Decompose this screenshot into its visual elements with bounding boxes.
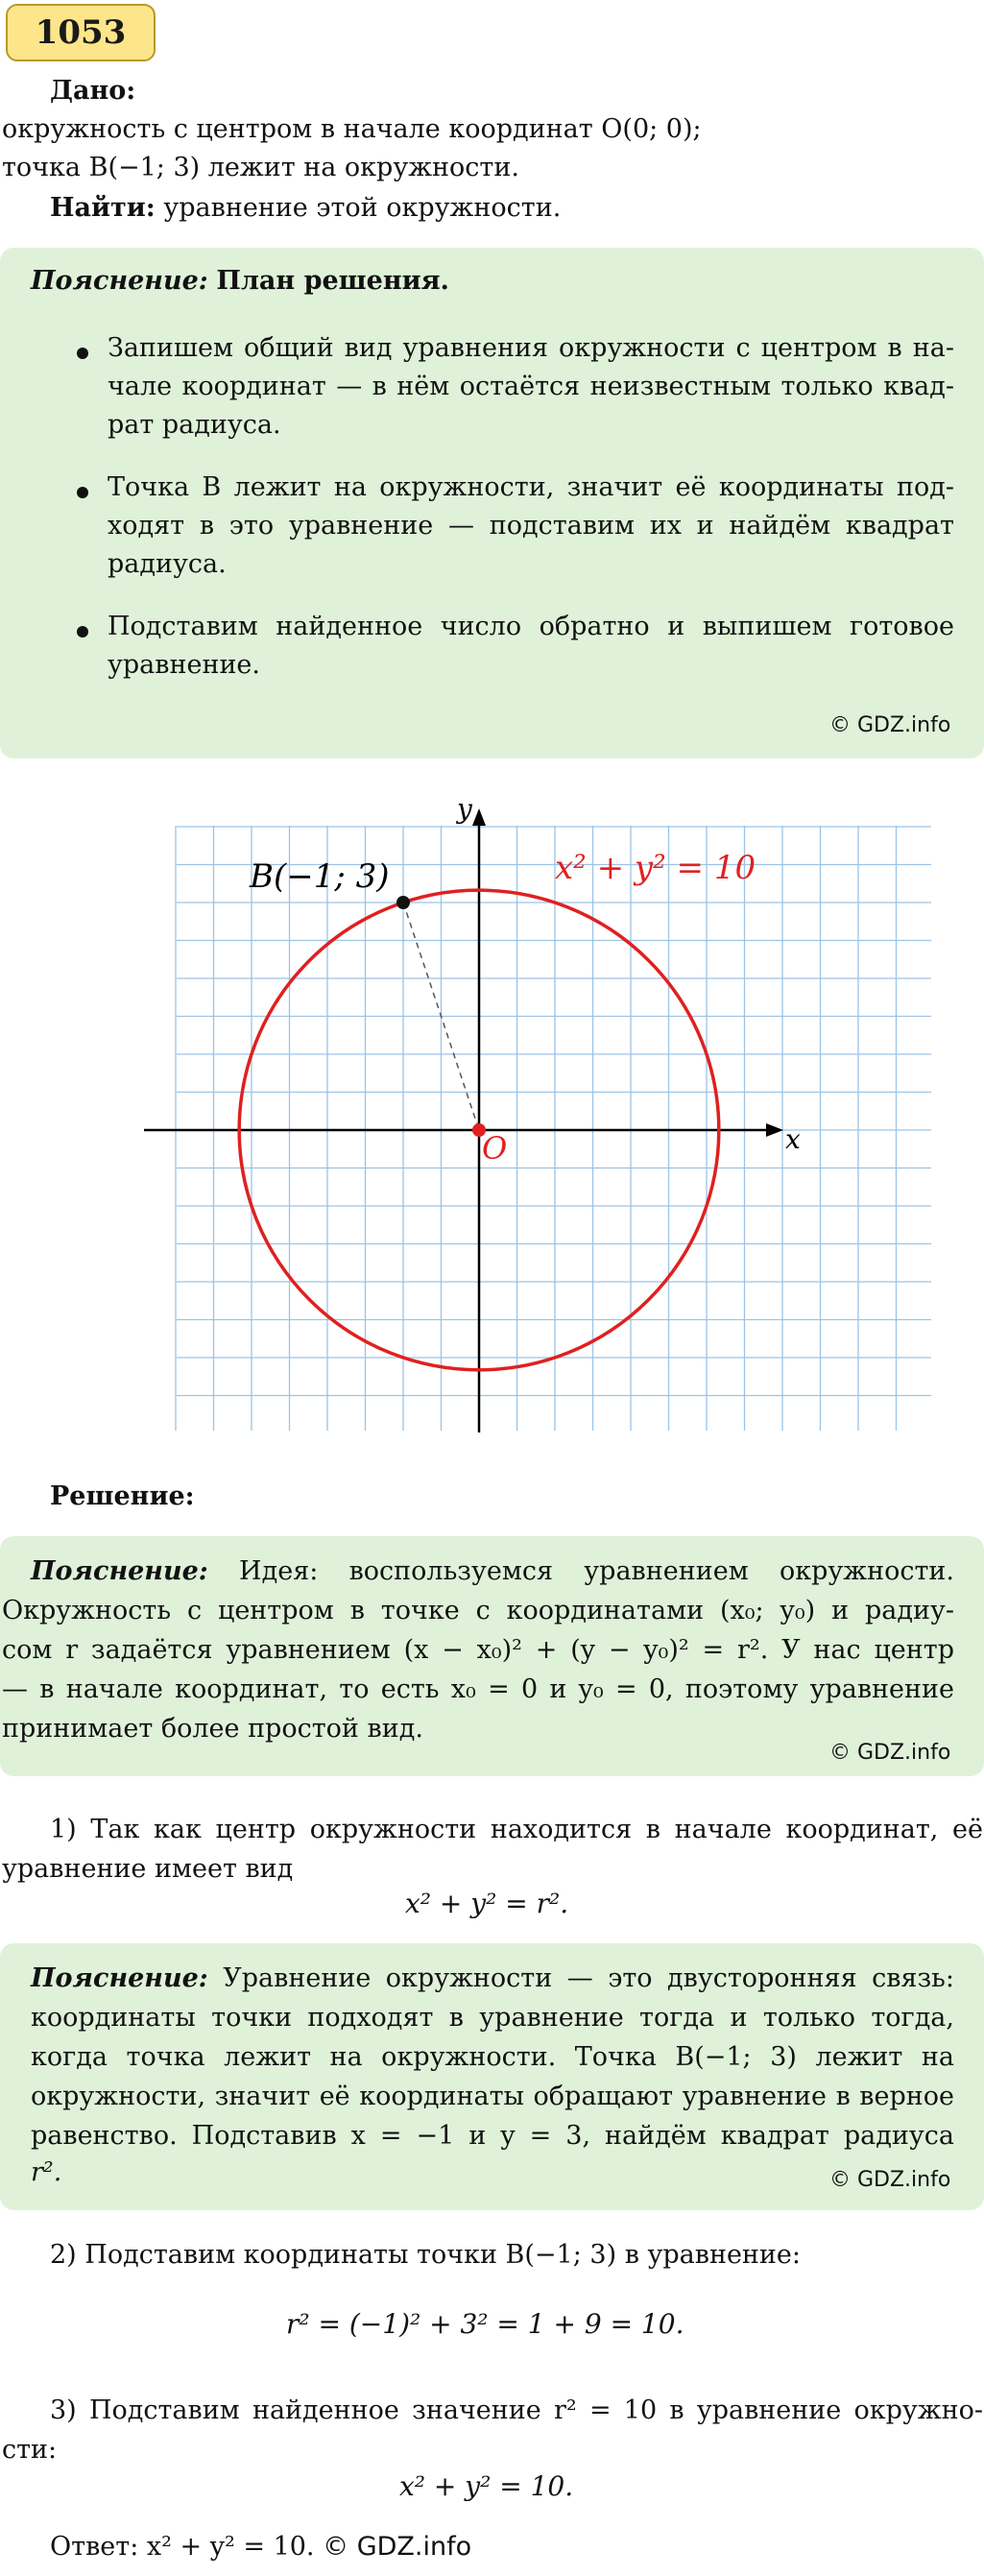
bullet-dot <box>77 348 88 359</box>
equation-label: x² + y² = 10 <box>555 849 756 887</box>
step2-formula: r² = (−1)² + 3² = 1 + 9 = 10. <box>286 2308 684 2340</box>
expl1-line-2: Окружность с центром в точке с координатами (x₀; y₀) и радиу- <box>2 1596 954 1625</box>
expl2-line-3: когда точка лежит на окружности. Точка B(−1; 3) лежит на <box>31 2042 954 2072</box>
expl1-label: Пояснение: <box>31 1556 208 1586</box>
step3-formula: x² + y² = 10. <box>399 2470 574 2502</box>
point-b <box>396 896 410 909</box>
bullet-dot <box>77 626 88 638</box>
plan-bullet-1-line-3: рат радиуса. <box>108 410 281 440</box>
step3-line-1: 3) Подставим найденное значение r² = 10 в уравнение окружно- <box>50 2395 983 2425</box>
y-axis-arrow <box>472 808 486 826</box>
origin-label: O <box>482 1130 508 1167</box>
plan-bullet-3-line-1: Подставим найденное число обратно и выпишем готовое <box>108 612 954 641</box>
plan-label: Пояснение: <box>31 266 208 296</box>
x-axis-label: x <box>785 1123 801 1155</box>
expl2-text-1: Уравнение окружности — это двусторонняя связь: <box>223 1963 954 1993</box>
expl2-copyright: © GDZ.info <box>829 2168 951 2192</box>
given-line-1: окружность с центром в начале координат O(0; 0); <box>2 114 702 144</box>
plan-title: План решения. <box>216 266 449 296</box>
grid <box>176 826 931 1431</box>
plan-bullet-2-line-1: Точка B лежит на окружности, значит её координаты под- <box>108 472 954 502</box>
given-line-2: точка B(−1; 3) лежит на окружности. <box>2 153 519 182</box>
answer-copyright: © GDZ.info <box>323 2532 472 2562</box>
step1-formula: x² + y² = r². <box>405 1888 569 1919</box>
x-axis-arrow <box>766 1123 783 1137</box>
y-axis-label: y <box>457 793 472 825</box>
answer-line <box>50 2527 471 2567</box>
expl2-line-4: окружности, значит её координаты обращают уравнение в верное <box>31 2082 954 2111</box>
solution-heading: Решение: <box>50 1481 195 1511</box>
expl1-line-4: — в начале координат, то есть x₀ = 0 и y₀ = 0, поэтому уравнение <box>2 1674 954 1704</box>
expl1-line-1 <box>31 1552 954 1592</box>
find-line <box>50 188 561 229</box>
plan-copyright: © GDZ.info <box>829 713 951 737</box>
expl2-line-1 <box>31 1959 954 1999</box>
plan-bullet-3-line-2: уравнение. <box>108 650 260 680</box>
expl2-line-5: равенство. Подставив x = −1 и y = 3, найдём квадрат радиуса <box>31 2121 954 2151</box>
find-heading: Найти: <box>50 193 156 223</box>
point-label: B(−1; 3) <box>250 857 390 896</box>
plan-bullet-1-line-1: Запишем общий вид уравнения окружности с центром в на- <box>108 333 954 363</box>
plan-bullet-2-line-3: радиуса. <box>108 549 227 579</box>
circle-graph <box>0 787 984 1440</box>
expl1-copyright: © GDZ.info <box>829 1741 951 1765</box>
step1-line-1: 1) Так как центр окружности находится в начале координат, её <box>50 1815 983 1844</box>
plan-title-line <box>31 261 449 301</box>
step3-line-2: сти: <box>2 2435 58 2465</box>
step1-line-2: уравнение имеет вид <box>2 1854 294 1884</box>
given-heading: Дано: <box>50 76 136 106</box>
plan-bullet-2-line-2: ходят в это уравнение — подставим их и найдём квадрат <box>108 511 954 541</box>
step2-line-1: 2) Подставим координаты точки B(−1; 3) в уравнение: <box>50 2240 801 2270</box>
expl1-line-5: принимает более простой вид. <box>2 1714 423 1744</box>
plan-bullet-1-line-2: чале координат — в нём остаётся неизвестным только квад- <box>108 372 954 401</box>
answer-text: Ответ: x² + y² = 10. <box>50 2532 315 2562</box>
expl2-line-6: r². <box>31 2157 62 2187</box>
expl2-label: Пояснение: <box>31 1963 208 1993</box>
expl1-text-1: Идея: воспользуемся уравнением окружности. <box>239 1556 954 1586</box>
task-number-badge: 1053 <box>6 4 156 61</box>
bullet-dot <box>77 487 88 498</box>
find-text: уравнение этой окружности. <box>163 193 562 223</box>
expl1-line-3: сом r задаётся уравнением (x − x₀)² + (y − y₀)² = r². У нас центр <box>2 1635 954 1665</box>
expl2-line-2: координаты точки подходят в уравнение тогда и только тогда, <box>31 2003 954 2033</box>
